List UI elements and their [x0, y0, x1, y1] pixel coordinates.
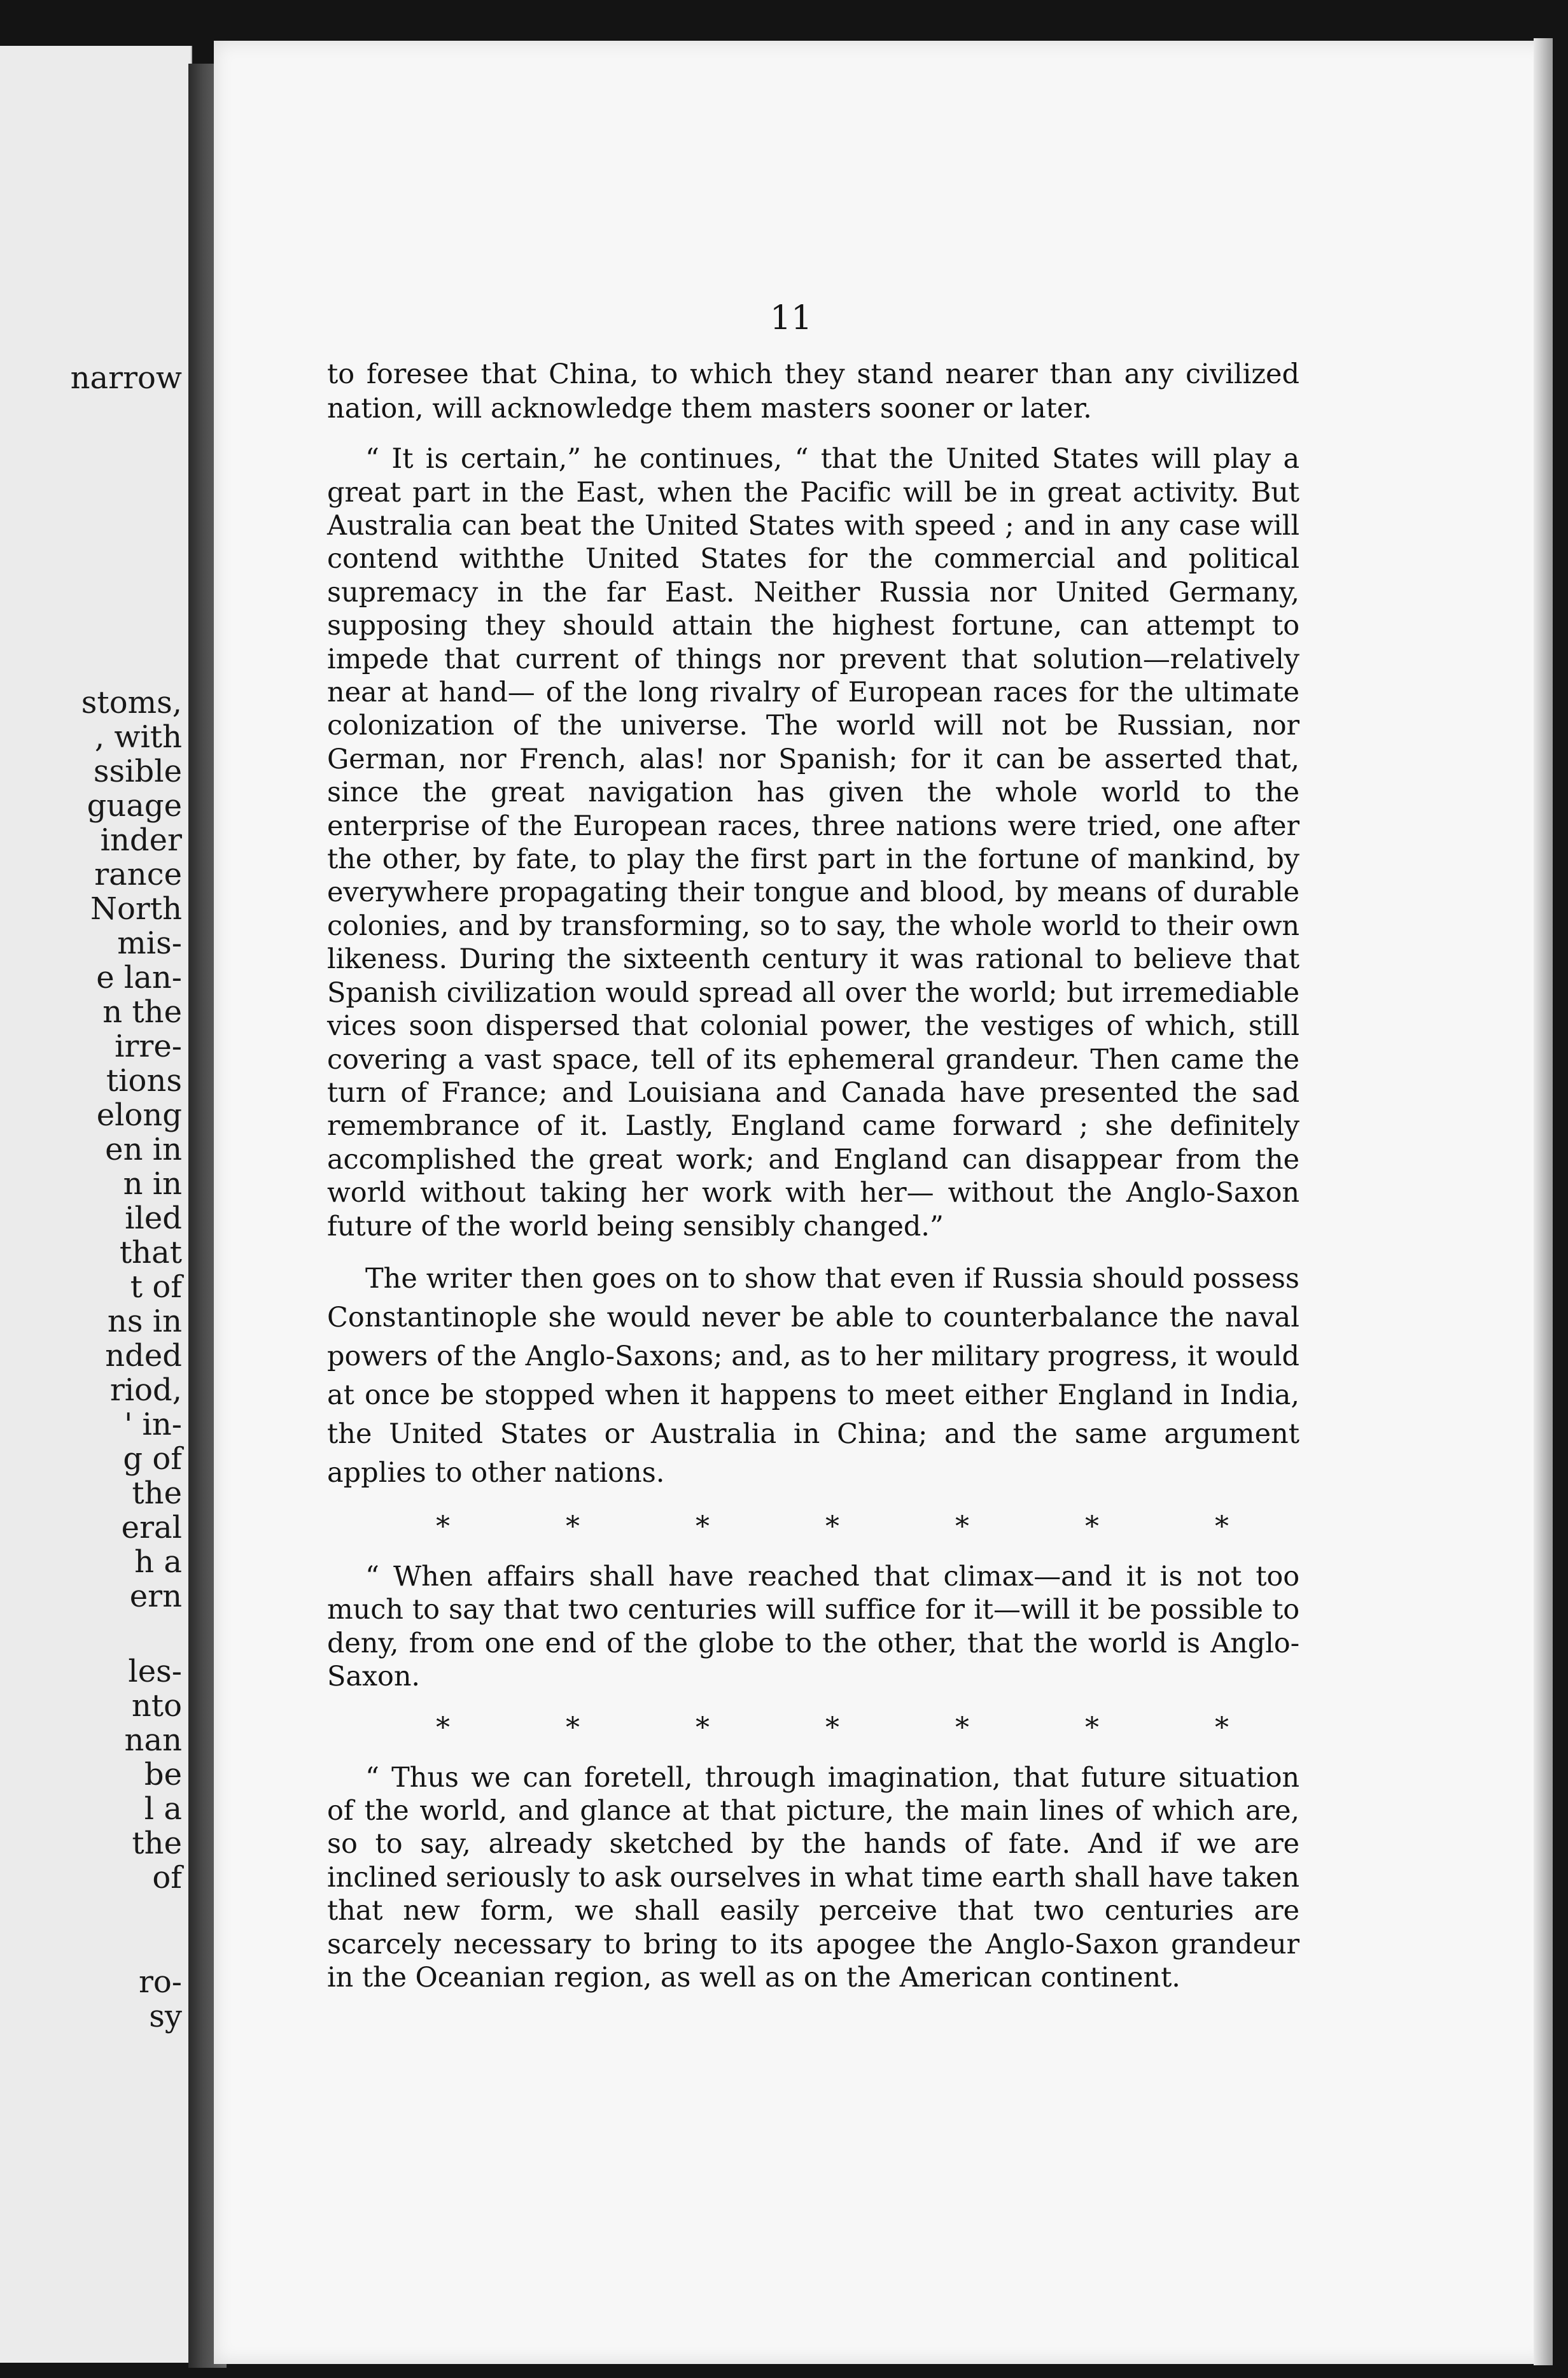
- asterisk: *: [1215, 1510, 1229, 1543]
- left-fragment: stoms,: [81, 685, 182, 721]
- left-fragment: tions: [106, 1063, 182, 1099]
- asterisk: *: [436, 1711, 450, 1744]
- left-fragment: inder: [100, 822, 182, 858]
- left-fragment: ssible: [93, 754, 182, 789]
- left-fragment: les-: [128, 1654, 182, 1689]
- left-fragment: eral: [121, 1510, 182, 1545]
- left-fragment: iled: [125, 1200, 182, 1236]
- left-fragment: nded: [105, 1338, 182, 1374]
- asterism-divider: [327, 1710, 1299, 1746]
- left-fragment: ' in-: [124, 1407, 182, 1442]
- left-fragment: that: [119, 1235, 182, 1270]
- asterisk: *: [825, 1711, 839, 1744]
- left-fragment: mis-: [117, 925, 182, 961]
- left-fragment: h a: [134, 1544, 182, 1580]
- asterisk: *: [696, 1711, 710, 1744]
- left-fragment: nan: [124, 1722, 182, 1758]
- left-fragment: the: [132, 1475, 182, 1511]
- left-fragment: elong: [96, 1097, 182, 1133]
- page-number: 11: [770, 299, 813, 337]
- page-edge: [1534, 38, 1553, 2365]
- paragraph-commentary: The writer then goes on to show that even if Russia should possess Constantinople she would never be able to counterbalance the naval powers of the Anglo-Saxons; and, as to her military progress, it would at once be stopped when it happens to meet either England in India, the United States or Australia in China; and the same argument applies to other nations.: [327, 1262, 1299, 1489]
- asterisk: *: [1085, 1510, 1099, 1543]
- left-fragment: sy: [149, 1999, 182, 2034]
- left-fragment: g of: [123, 1441, 182, 1477]
- left-fragment: l a: [144, 1791, 182, 1827]
- asterisk: *: [696, 1510, 710, 1543]
- left-fragment: of: [152, 1860, 182, 1896]
- asterisk: *: [955, 1711, 969, 1744]
- asterisk: *: [566, 1711, 580, 1744]
- left-fragment: n the: [102, 994, 182, 1030]
- asterisk: *: [1215, 1711, 1229, 1744]
- left-fragment: the: [132, 1826, 182, 1861]
- previous-page-fragment: [0, 46, 192, 2363]
- left-fragment: narrow: [70, 360, 182, 396]
- left-fragment: riod,: [109, 1372, 182, 1408]
- left-fragment: ns in: [107, 1304, 182, 1339]
- asterisk: *: [825, 1510, 839, 1543]
- left-fragment: ro-: [138, 1964, 182, 2000]
- paragraph-quotation: “ Thus we can foretell, through imagination, that future situation of the world, and glance at that picture, the main lines of which are, so to say, already sketched by the hands of fate. And if we are inclined seriously to ask ourselves in what time earth shall have taken that new form, we shall easily perceive that two centuries are scarcely necessary to bring to its apogee the Anglo-Saxon grandeur in the Oceanian region, as well as on the American continent.: [327, 1761, 1299, 1994]
- asterisk: *: [955, 1510, 969, 1543]
- left-fragment: North: [90, 891, 182, 927]
- left-fragment: e lan-: [96, 960, 182, 996]
- left-fragment: rance: [94, 857, 182, 892]
- paragraph-continuation: to foresee that China, to which they stand nearer than any civilized nation, will acknowledge them masters sooner or later.: [327, 358, 1299, 425]
- asterisk: *: [566, 1510, 580, 1543]
- left-fragment: be: [144, 1757, 182, 1792]
- paragraph-quotation: “ When affairs shall have reached that climax—and it is not too much to say that two centuries will suffice for it—will it be possible to deny, from one end of the globe to the other, that the world is Anglo-Saxon.: [327, 1560, 1299, 1693]
- left-fragment: n in: [123, 1166, 182, 1202]
- paragraph-quotation: “ It is certain,” he continues, “ that the United States will play a great part in the East, when the Pacific will be in great activity. But Australia can beat the United States with speed ; and in any case will contend withthe United States for the commercial and political supremacy in the far East. Neither Russia nor United Germany, supposing they should attain the highest fortune, can attempt to impede that current of things nor prevent that solution—relatively near at hand— of the long rivalry of European races for the ultimate colonization of the universe. The world will not be Russian, nor German, nor French, alas! nor Spanish; for it can be asserted that, since the great navigation has given the whole world to the enterprise of the European races, three nations were tried, one after the other, by fate, to play the first part in the fortune of mankind, by everywhere propagating their tongue and blood, by means of durable colonies, and by transforming, so to say, the whole world to their own likeness. During the sixteenth century it was rational to believe that Spanish civilization would spread all over the world; but irremediable vices soon dispersed that colonial power, the vestiges of which, still covering a vast space, tell of its ephemeral grandeur. Then came the turn of France; and Louisiana and Canada have presented the sad remembrance of it. Lastly, England came forward ; she definitely accomplished the great work; and England can disappear from the world without taking her work with her— without the Anglo-Saxon future of the world being sensibly changed.”: [327, 443, 1299, 1242]
- left-fragment: ern: [129, 1579, 182, 1614]
- asterisk: *: [436, 1510, 450, 1543]
- asterisk: *: [1085, 1711, 1099, 1744]
- page-body: [327, 358, 1299, 2011]
- left-fragment: t of: [130, 1269, 182, 1305]
- asterism-divider: [327, 1509, 1299, 1545]
- left-fragment: guage: [87, 788, 182, 824]
- left-fragment: en in: [105, 1132, 182, 1167]
- left-fragment: irre-: [115, 1029, 182, 1064]
- left-fragment: , with: [94, 719, 182, 755]
- left-fragment: nto: [131, 1688, 182, 1724]
